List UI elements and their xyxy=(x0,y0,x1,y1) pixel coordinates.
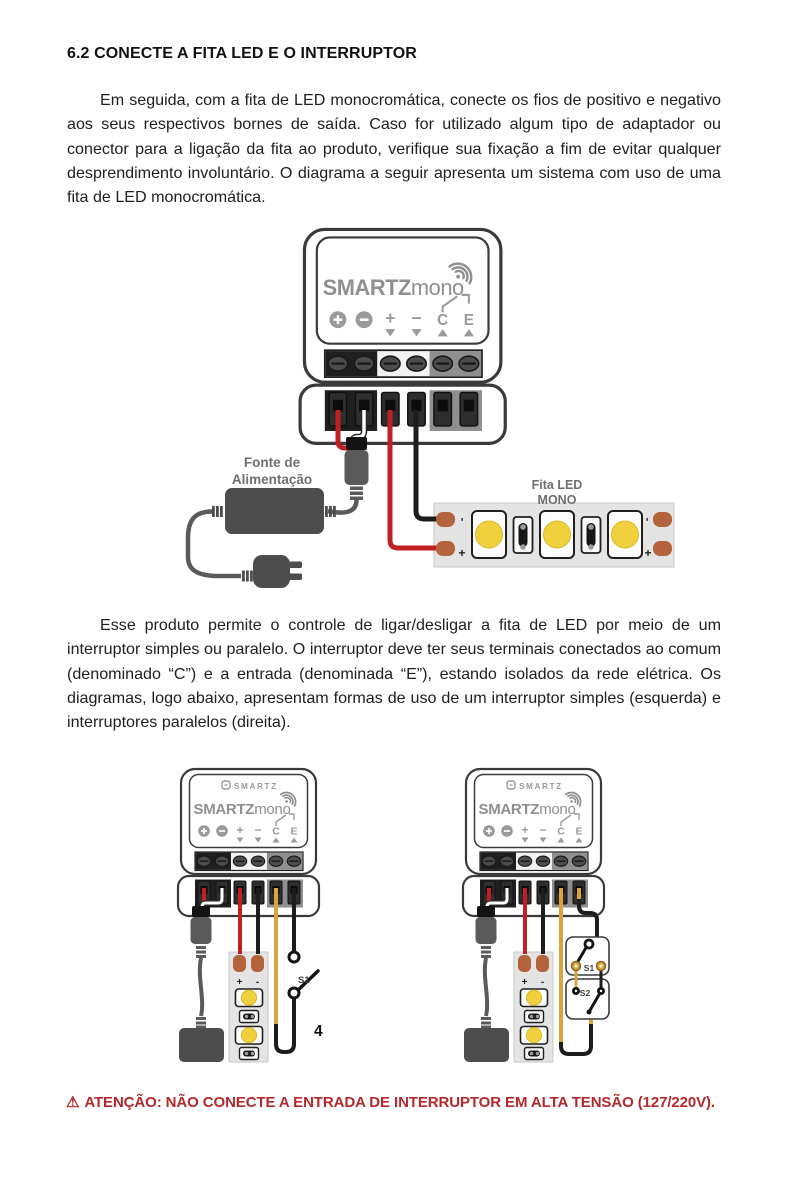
power-plug-icon xyxy=(253,555,302,588)
svg-text:SMARTZ: SMARTZ xyxy=(519,782,563,791)
svg-text:SMARTZ: SMARTZ xyxy=(234,782,278,791)
warning-icon: ⚠ xyxy=(66,1094,80,1111)
switch-s1-label: S1 xyxy=(298,975,310,986)
barrel-jack xyxy=(345,450,369,485)
warning-text: ATENÇÃO: NÃO CONECTE A ENTRADA DE INTERRUPTOR EM ALTA TENSÃO (127/220V). xyxy=(84,1094,715,1111)
page-number: 4 xyxy=(314,1023,323,1040)
dc-connector xyxy=(192,906,210,917)
warning-note xyxy=(66,1093,715,1111)
power-supply-caption: Fonte de Alimentação xyxy=(231,455,313,487)
switch-s1 xyxy=(289,952,318,998)
barrel-jack xyxy=(191,917,212,944)
diagram-mono-led-connection xyxy=(150,218,710,608)
dc-connector xyxy=(477,906,495,917)
power-brick xyxy=(464,1028,509,1062)
pad-plus-label: + xyxy=(458,546,466,560)
barrel-jack xyxy=(476,917,497,944)
diagram-parallel-switches xyxy=(450,758,675,1078)
power-brick xyxy=(225,488,324,534)
pad-minus-label: - xyxy=(456,517,469,522)
paragraph-1: Em seguida, com a fita de LED monocromática, conecte os fios de positivo e negativo aos seus respectivos bornes de saída. Caso for utilizado algum tipo de adaptador ou conector para a ligação da fita ao produto, verifique sua fixação a fim de evitar qualquer desprendimento involuntário. O diagrama a seguir apresenta um sistema com uso de uma fita de LED monocromática. xyxy=(67,91,721,207)
pad-plus-label: + xyxy=(644,546,652,560)
led-strip-caption: Fita LED MONO xyxy=(531,478,583,507)
pad-plus-label: + xyxy=(236,977,243,988)
switch-s1-label: S1 xyxy=(583,963,595,973)
pad-minus-label: - xyxy=(540,977,545,988)
section-heading: 6.2 CONECTE A FITA LED E O INTERRUPTOR xyxy=(67,45,417,62)
return-wire-black xyxy=(276,998,294,1052)
power-brick xyxy=(179,1028,224,1062)
switch-s2-label: S2 xyxy=(579,988,591,998)
return-wire-black xyxy=(561,1024,591,1054)
pad-plus-label: + xyxy=(521,977,528,988)
pad-minus-label: - xyxy=(641,517,654,522)
paragraph-2: Esse produto permite o controle de ligar/desligar a fita de LED por meio de um interruptor simples ou paralelo. O interruptor deve ter seus terminais conectados ao comum (denominado “C”) e a entrada (denominada “E”), estando isolados da rede elétrica. Os diagramas, logo abaixo, apresentam formas de uso de um interruptor simples (esquerda) e interruptores paralelos (direita). xyxy=(67,616,721,732)
dc-connector xyxy=(346,437,367,450)
pad-minus-label: - xyxy=(255,977,260,988)
diagram-simple-switch xyxy=(160,758,360,1078)
led-chips xyxy=(472,511,642,558)
